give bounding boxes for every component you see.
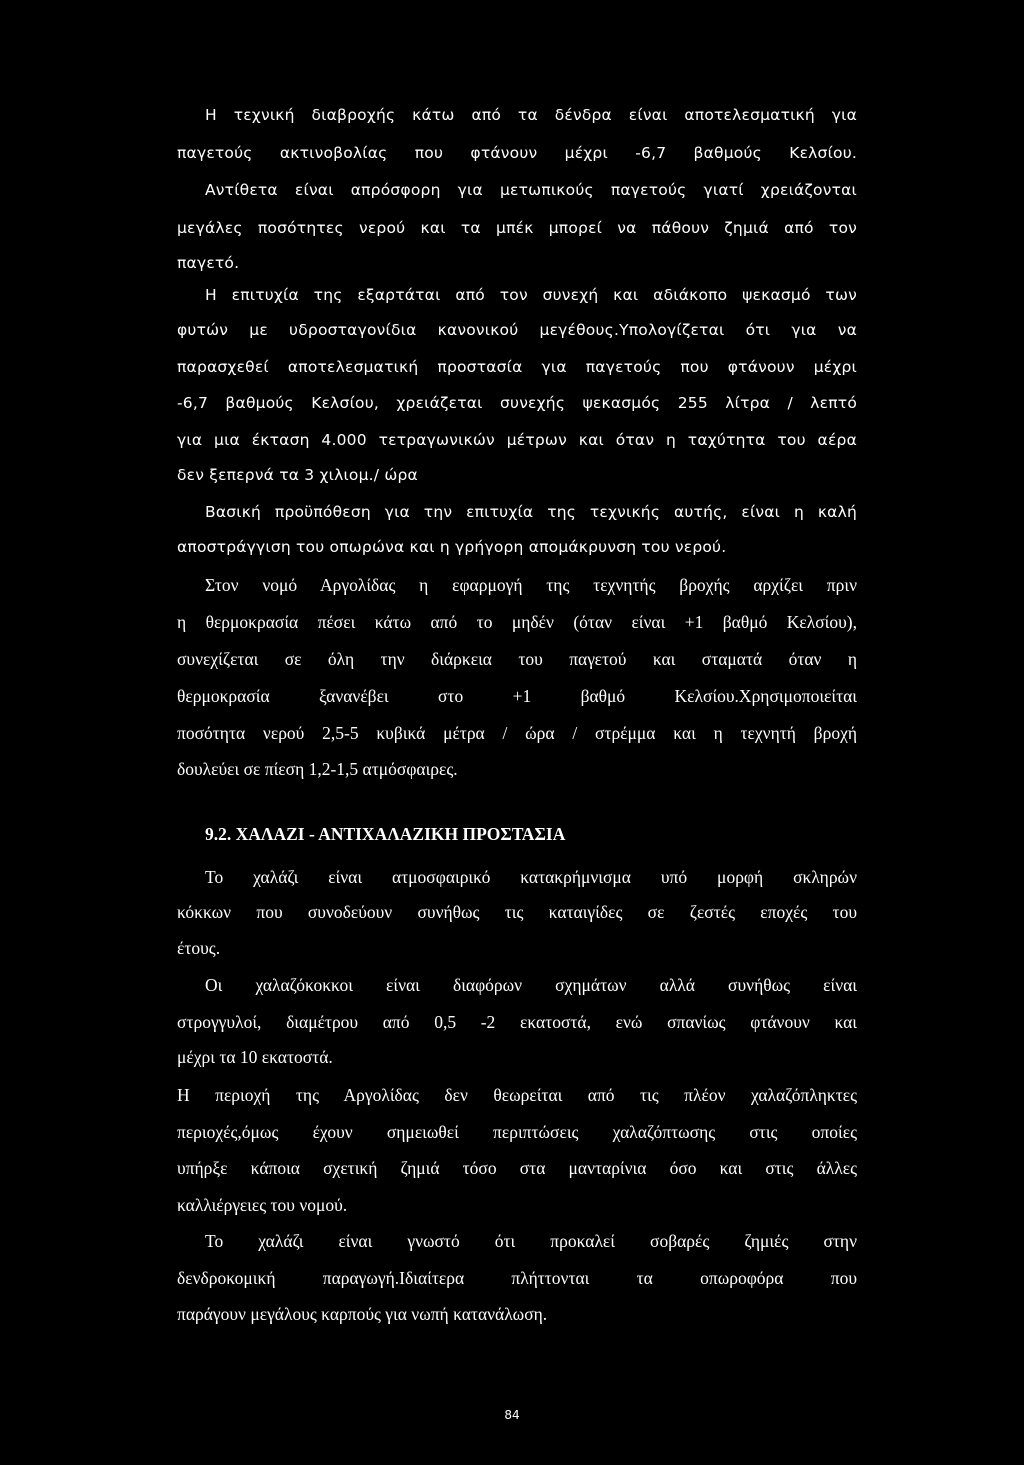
text-line: παρασχεθεί αποτελεσματική προστασία για παγετούς που φτάνουν μέχρι [177,358,857,376]
text-line: Αντίθετα είναι απρόσφορη για μετωπικούς παγετούς γιατί χρειάζονται [205,181,857,199]
text-line: η θερμοκρασία πέσει κάτω από το μηδέν (όταν είναι +1 βαθμό Κελσίου), [177,612,857,632]
text-line: Το χαλάζι είναι ατμοσφαιρικό κατακρήμνισμα υπό μορφή σκληρών [205,867,857,887]
text-line: δεν ξεπερνά τα 3 χιλιομ./ ώρα [177,466,418,484]
text-line: έτους. [177,938,221,958]
text-line: αποστράγγιση του οπωρώνα και η γρήγορη απομάκρυνση του νερού. [177,538,727,556]
text-line: κόκκων που συνοδεύουν συνήθως τις καταιγίδες σε ζεστές εποχές του [177,902,857,922]
text-line: Το χαλάζι είναι γνωστό ότι προκαλεί σοβαρές ζημιές στην [205,1231,857,1251]
text-line: παγετούς ακτινοβολίας που φτάνουν μέχρι -6,7 βαθμούς Κελσίου. [177,144,857,162]
text-line: μεγάλες ποσότητες νερού και τα μπέκ μπορεί να πάθουν ζημιά από τον [177,219,857,237]
text-line: στρογγυλοί, διαμέτρου από 0,5 -2 εκατοστά, ενώ σπανίως φτάνουν και [177,1012,857,1032]
text-line: Η περιοχή της Αργολίδας δεν θεωρείται από τις πλέον χαλαζόπληκτες [177,1085,857,1105]
text-line: καλλιέργειες του νομού. [177,1195,348,1215]
text-line: συνεχίζεται σε όλη την διάρκεια του παγετού και σταματά όταν η [177,649,857,669]
text-line: δουλεύει σε πίεση 1,2-1,5 ατμόσφαιρες. [177,759,458,779]
text-line: -6,7 βαθμούς Κελσίου, χρειάζεται συνεχής ψεκασμός 255 λίτρα / λεπτό [177,394,857,412]
text-line: δενδροκομική παραγωγή.Ιδιαίτερα πλήττονται τα οπωροφόρα που [177,1268,857,1288]
text-line: μέχρι τα 10 εκατοστά. [177,1047,333,1067]
text-line: υπήρξε κάποια σχετική ζημιά τόσο στα μανταρίνια όσο και στις άλλες [177,1158,857,1178]
text-line: παράγουν μεγάλους καρπούς για νωπή κατανάλωση. [177,1304,548,1324]
text-line: για μια έκταση 4.000 τετραγωνικών μέτρων και όταν η ταχύτητα του αέρα [177,431,857,449]
text-line: Βασική προϋπόθεση για την επιτυχία της τεχνικής αυτής, είναι η καλή [205,503,857,521]
text-line: περιοχές,όμως έχουν σημειωθεί περιπτώσεις χαλαζόπτωσης στις οποίες [177,1122,857,1142]
text-line: ποσότητα νερού 2,5-5 κυβικά μέτρα / ώρα / στρέμμα και η τεχνητή βροχή [177,723,857,743]
text-line: παγετό. [177,254,240,272]
text-line: θερμοκρασία ξανανέβει στο +1 βαθμό Κελσίου.Χρησιμοποιείται [177,686,857,706]
text-line: Η τεχνική διαβροχής κάτω από τα δένδρα είναι αποτελεσματική για [205,106,857,124]
text-line: Στον νομό Αργολίδας η εφαρμογή της τεχνητής βροχής αρχίζει πριν [205,575,857,595]
page-number: 84 [504,1408,520,1422]
text-line: φυτών με υδροσταγονίδια κανονικού μεγέθους.Υπολογίζεται ότι για να [177,321,857,339]
text-line: Η επιτυχία της εξαρτάται από τον συνεχή και αδιάκοπο ψεκασμό των [205,286,857,304]
text-line: Οι χαλαζόκοκκοι είναι διαφόρων σχημάτων αλλά συνήθως είναι [205,975,857,995]
section-heading: 9.2. ΧΑΛΑΖΙ - ΑΝΤΙΧΑΛΑΖΙΚΗ ΠΡΟΣΤΑΣΙΑ [205,824,566,844]
